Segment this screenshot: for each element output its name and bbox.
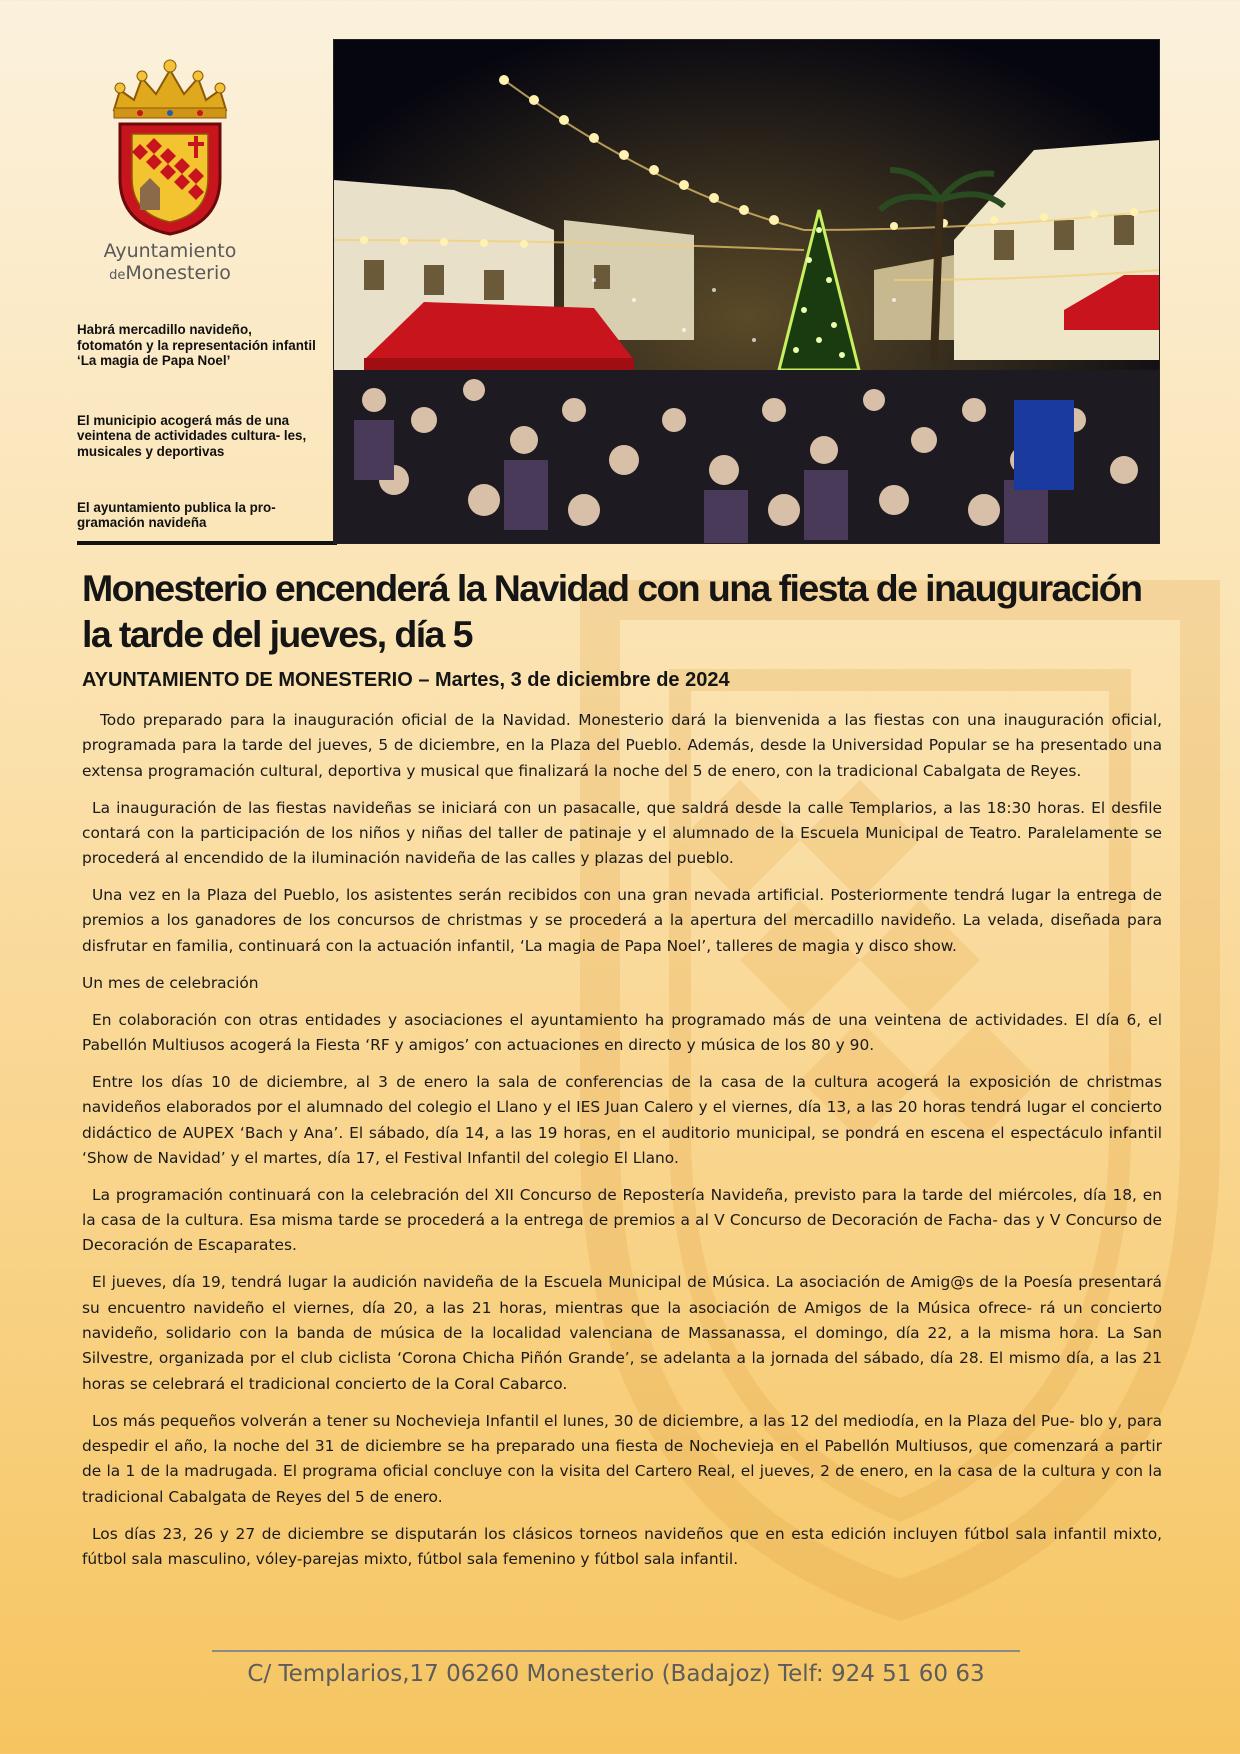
body-paragraph: Una vez en la Plaza del Pueblo, los asistentes serán recibidos con una gran nevada artificial. Posteriormente tendrá lugar la entrega de premios a los ganadores de los concursos de christmas y se procederá a la apertura del mercadillo navideño. La velada, diseñada para disfrutar en familia, continuará con la actuación infantil, ‘La magia de Papa Noel’, talleres de magia y disco show.	[82, 886, 1162, 955]
hero-photo	[333, 39, 1160, 544]
article-byline: AYUNTAMIENTO DE MONESTERIO – Martes, 3 de diciembre de 2024	[82, 669, 730, 691]
body-paragraph: Entre los días 10 de diciembre, al 3 de enero la sala de conferencias de la casa de la cultura acogerá la exposición de christmas navideños elaborados por el alumnado del colegio el Llano y el IES Juan Calero y el viernes, día 13, a las 20 horas tendrá lugar el concierto didáctico de AUPEX ‘Bach y Ana’. El sábado, día 14, a las 19 horas, en el auditorio municipal, se pondrá en escena el espectáculo infantil ‘Show de Navidad’ y el martes, día 17, el Festival Infantil del colegio El Llano.	[82, 1073, 1162, 1167]
highlight-item: El municipio acogerá más de una veintena de actividades cultura- les, musicales y deportivas	[77, 412, 307, 459]
highlight-item: Habrá mercadillo navideño, fotomatón y la representación infantil ‘La magia de Papa Noel’	[77, 322, 316, 369]
body-paragraph: La inauguración de las fiestas navideñas se iniciará con un pasacalle, que saldrá desde la calle Templarios, a las 18:30 horas. El desfile contará con la participación de los niños y niñas del taller de patinaje y el alumnado de la Escuela Municipal de Teatro. Paralelamente se procederá al encendido de la iluminación navideña de las calles y plazas del pueblo.	[82, 798, 1162, 868]
body-paragraph: El jueves, día 19, tendrá lugar la audición navideña de la Escuela Municipal de Música. La asociación de Amig@s de la Poesía presentará su encuentro navideño el viernes, día 20, a las 21 horas, mientras que la asociación de Amigos de la Música ofrece- rá un concierto navideño, solidario con la banda de música de la localidad valenciana de Massanassa, el domingo, día 22, a la misma hora. La San Silvestre, organizada por el club ciclista ‘Corona Chicha Piñón Grande’, se adelanta a la jornada del sábado, día 28. El mismo día, a las 21 horas se celebrará el tradicional concierto de la Coral Cabarco.	[82, 1273, 1162, 1393]
highlights-divider	[77, 541, 337, 545]
crown-icon	[114, 60, 226, 118]
highlight-item: El ayuntamiento publica la pro- gramación navideña	[77, 499, 276, 531]
logo-line2-small: de	[109, 268, 126, 283]
footer-address: C/ Templarios,17 06260 Monesterio (Badajoz) Telf: 924 51 60 63	[247, 1661, 985, 1687]
municipal-logo	[80, 48, 260, 288]
article-headline: Monesterio encenderá la Navidad con una fiesta de inauguración la tarde del jueves, día 5	[82, 567, 1142, 655]
body-paragraph: La programación continuará con la celebración del XII Concurso de Repostería Navideña, previsto para la tarde del miércoles, día 18, en la casa de la cultura. Esa misma tarde se procederá a la entrega de premios a al V Concurso de Decoración de Facha- das y V Concurso de Decoración de Escaparates.	[82, 1185, 1162, 1255]
logo-line2: Monesterio	[125, 262, 231, 284]
body-paragraph: Todo preparado para la inauguración oficial de la Navidad. Monesterio dará la bienvenida a las fiestas con una inauguración oficial, programada para la tarde del jueves, 5 de diciembre, en la Plaza del Pueblo. Además, desde la Universidad Popular se ha presentado una extensa programación cultural, deportiva y musical que finalizará la noche del 5 de enero, con la tradicional Cabalgata de Reyes.	[82, 711, 1162, 780]
sidebar-highlights	[77, 322, 317, 575]
body-paragraph: Los más pequeños volverán a tener su Nochevieja Infantil el lunes, 30 de diciembre, a las 12 del mediodía, en la Plaza del Pue- blo y, para despedir el año, la noche del 31 de diciembre se ha preparado una fiesta de Nochevieja en el Pabellón Multiusos, que comenzará a partir de la 1 de la madrugada. El programa oficial concluye con la visita del Cartero Real, el jueves, 2 de enero, en la casa de la cultura y con la tradicional Cabalgata de Reyes del 5 de enero.	[82, 1411, 1162, 1506]
body-paragraph: Los días 23, 26 y 27 de diciembre se disputarán los clásicos torneos navideños que en esta edición incluyen fútbol sala infantil mixto, fútbol sala masculino, vóley-parejas mixto, fútbol sala femenino y fútbol sala infantil.	[82, 1524, 1162, 1568]
article-body	[82, 708, 1162, 1584]
body-paragraph: En colaboración con otras entidades y asociaciones el ayuntamiento ha programado más de una veintena de actividades. El día 6, el Pabellón Multiusos acogerá la Fiesta ‘RF y amigos’ con actuaciones en directo y música de los 80 y 90.	[82, 1010, 1162, 1055]
section-subhead: Un mes de celebración	[82, 973, 259, 992]
footer-divider	[212, 1650, 1020, 1652]
logo-line1: Ayuntamiento	[103, 240, 237, 262]
crest-icon	[100, 48, 240, 238]
